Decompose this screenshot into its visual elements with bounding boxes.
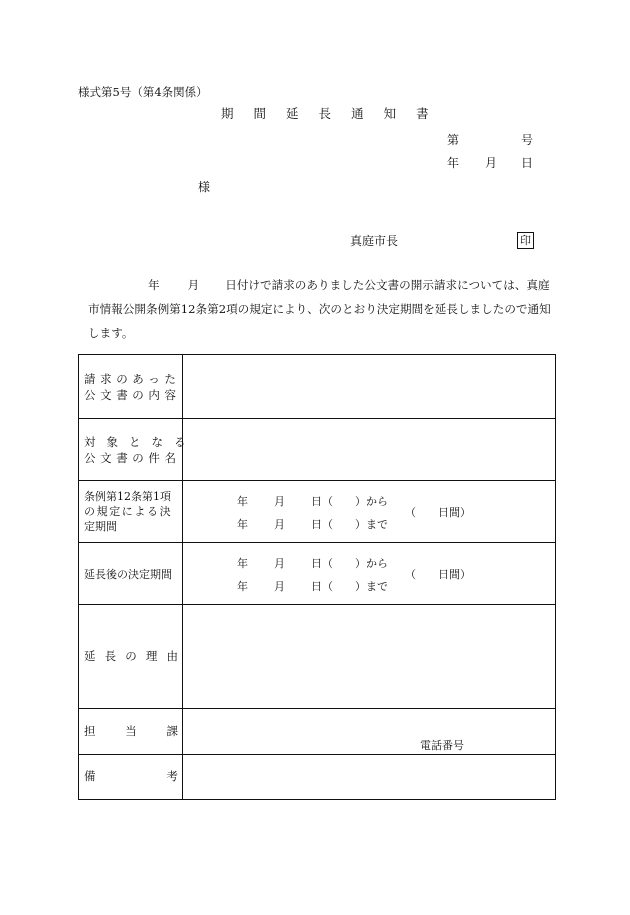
row-label-department [79,709,183,754]
label-char: 由 [166,649,178,663]
table-row [79,604,555,708]
label-line [84,771,178,783]
label-line: の規定による決 [84,505,173,518]
body-line-1 [88,273,558,297]
label-line: 延長後の決定期間 [84,568,172,581]
body-year: 年 [148,278,160,292]
date-year: 年 [447,156,460,170]
table-row [79,480,555,542]
sender-name: 真庭市長 [350,234,399,248]
document-title-field[interactable] [183,419,555,480]
original-period-field[interactable] [183,481,555,542]
notice-body [88,273,558,345]
label-line [84,726,178,738]
body-line-2: 市情報公開条例第12条第2項の規定により、次のとおり決定期間を延長しましたので通知 [88,302,551,316]
label-line: 対象となる [84,435,197,449]
title-char: 間 [253,106,267,121]
extended-period-field[interactable] [183,543,555,604]
period-month: 月 [274,518,285,531]
label-char: 課 [166,724,178,738]
period-month: 月 [274,495,285,508]
table-row [79,708,555,754]
row-label-reason [79,605,183,708]
label-char: 備 [84,769,96,783]
period-days: （ 日間） [405,568,471,581]
form-number-label: 様式第5号（第4条関係） [78,85,208,99]
body-month: 月 [187,278,200,292]
period-year: 年 [237,557,248,570]
table-row [79,542,555,604]
period-day-from: 日（ ）から [311,557,388,570]
label-char: 延 [84,649,96,663]
row-label-request-content [79,355,183,418]
label-char: 担 [84,724,96,738]
label-line: 条例第12条第1項 [84,490,171,503]
row-label-document-title [79,419,197,480]
period-day-from: 日（ ）から [311,495,388,508]
row-label-remarks [79,755,183,799]
department-field[interactable] [183,709,555,754]
table-row [79,754,555,799]
title-char: 期 [221,106,234,121]
body-line-3: します。 [88,326,134,340]
doc-number-prefix: 第 [447,133,460,147]
title-char: 書 [416,106,429,121]
phone-label: 電話番号 [420,739,464,752]
label-line: 公文書の件名 [84,451,181,465]
period-day-to: 日（ ）まで [311,580,388,593]
label-line: 請求のあった [84,372,181,386]
body-line-1-text: 日付けで請求のありました公文書の開示請求については、真庭 [225,278,550,292]
document-title [221,108,429,121]
request-content-field[interactable] [183,355,555,418]
period-month: 月 [274,557,285,570]
date-day: 日 [521,156,534,170]
reason-field[interactable] [183,605,555,708]
row-label-original-period [79,481,183,542]
label-char: 当 [125,724,137,738]
period-month: 月 [274,580,285,593]
seal-mark: 印 [517,232,534,249]
period-year: 年 [237,495,248,508]
table-row [79,355,555,418]
label-char: 考 [166,769,178,783]
table-row [79,418,555,480]
label-char: 長 [104,649,117,663]
title-char: 長 [318,106,332,121]
label-char: の [125,649,137,663]
label-line: 公文書の内容 [84,388,181,402]
label-line [84,651,178,663]
period-year: 年 [237,580,248,593]
period-year: 年 [237,518,248,531]
remarks-field[interactable] [183,755,555,799]
label-char: 理 [145,649,158,663]
label-line: 定期間 [84,520,117,533]
title-char: 通 [351,106,364,121]
period-days: （ 日間） [405,506,471,519]
title-char: 知 [383,106,397,121]
notice-table [78,354,556,800]
row-label-extended-period [79,543,183,604]
date-month: 月 [485,156,498,170]
title-char: 延 [286,106,299,121]
addressee-suffix: 様 [198,180,211,194]
doc-number-suffix: 号 [521,133,534,147]
period-day-to: 日（ ）まで [311,518,388,531]
